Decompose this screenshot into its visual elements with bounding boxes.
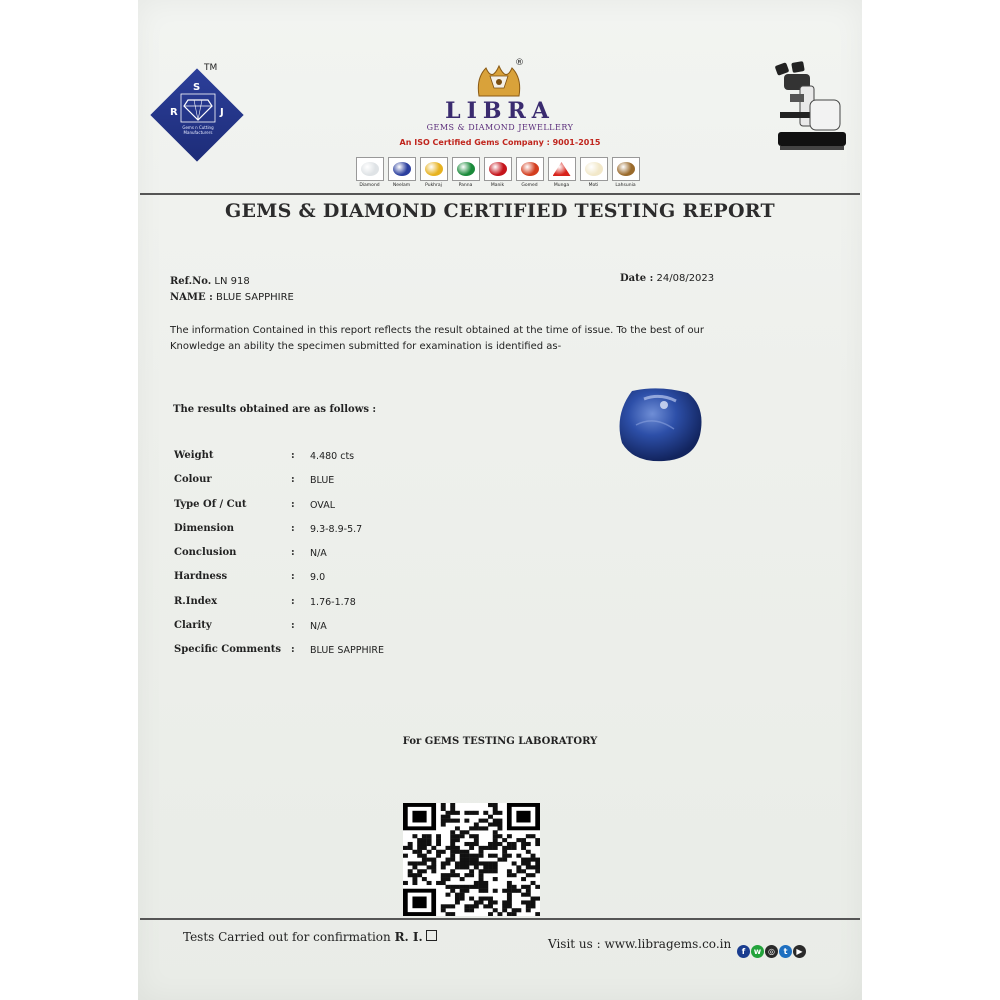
result-colon: : xyxy=(291,522,295,534)
gem-label: Panna xyxy=(458,183,473,188)
result-row xyxy=(174,596,574,620)
result-colon: : xyxy=(291,571,295,583)
name-label: NAME : xyxy=(170,292,213,303)
intro-paragraph xyxy=(170,323,770,355)
srj-tagline: Gems n Cutting Manufacturers xyxy=(182,125,214,135)
gem-item xyxy=(483,157,512,193)
name-value: BLUE SAPPHIRE xyxy=(215,292,294,303)
libra-subtitle: GEMS & DIAMOND JEWELLERY xyxy=(426,123,574,132)
gem-label: Munga xyxy=(553,183,570,188)
result-colon: : xyxy=(291,547,295,559)
qr-code[interactable] xyxy=(403,803,540,916)
result-label: Hardness xyxy=(174,571,228,583)
result-value: 9.3-8.9-5.7 xyxy=(310,523,363,535)
result-value: BLUE xyxy=(310,475,335,487)
microscope-icon xyxy=(770,60,850,160)
srj-letter-j: J xyxy=(220,107,224,118)
gem-label: Manik xyxy=(490,183,505,188)
website-link[interactable]: www.libragems.co.in xyxy=(604,937,732,951)
gem-item xyxy=(515,157,544,193)
result-value: 9.0 xyxy=(310,572,326,584)
trademark-mark: TM xyxy=(204,63,218,73)
intro-line-1: The information Contained in this report reflects the result obtained at the time of issue. To the best of our xyxy=(170,325,705,336)
tests-note xyxy=(183,930,437,944)
gemstone-icon xyxy=(393,162,411,176)
gemstone-icon xyxy=(585,162,603,176)
result-label: Conclusion xyxy=(174,547,237,559)
ref-number xyxy=(170,276,250,287)
tests-code: R. I. xyxy=(394,930,423,944)
result-value: 4.480 cts xyxy=(310,451,355,462)
report-title: GEMS & DIAMOND CERTIFIED TESTING REPORT xyxy=(224,200,775,222)
facebook-icon[interactable]: f xyxy=(737,945,750,958)
registered-mark: ® xyxy=(515,58,524,68)
gem-label: Gomed xyxy=(521,183,538,188)
gemstone-icon xyxy=(553,162,571,176)
gemstone-icon xyxy=(521,162,539,176)
srj-letter-s: S xyxy=(193,82,201,93)
result-row xyxy=(174,547,574,571)
gem-item xyxy=(579,157,608,193)
youtube-icon[interactable]: ▶ xyxy=(793,945,806,958)
gemstone-icon xyxy=(457,162,475,176)
gem-label: Diamond xyxy=(359,183,380,188)
result-value: 1.76-1.78 xyxy=(310,596,356,608)
social-icons xyxy=(737,945,806,958)
lab-signature: For GEMS TESTING LABORATORY xyxy=(402,736,598,747)
result-row xyxy=(174,523,574,547)
result-label: Weight xyxy=(174,450,214,461)
gem-item xyxy=(355,157,384,193)
report-date xyxy=(620,273,714,284)
results-table xyxy=(174,450,574,669)
twitter-icon[interactable]: t xyxy=(779,945,792,958)
specimen-name xyxy=(170,292,294,303)
result-row xyxy=(174,644,574,668)
libra-brand-name: LIBRA xyxy=(445,98,555,124)
checkbox-icon xyxy=(426,930,437,941)
result-colon: : xyxy=(291,644,295,656)
gemstone-icon xyxy=(361,162,379,176)
result-value: OVAL xyxy=(310,499,335,511)
results-heading: The results obtained are as follows : xyxy=(173,404,377,415)
gem-label: Pukhraj xyxy=(425,183,442,188)
tests-text: Tests Carried out for confirmation xyxy=(183,930,391,944)
date-label: Date : xyxy=(620,273,654,284)
result-row xyxy=(174,620,574,644)
visit-label: Visit us : xyxy=(548,937,601,951)
result-row xyxy=(174,474,574,498)
gem-item xyxy=(387,157,416,193)
result-value: N/A xyxy=(310,621,327,633)
gemstone-icon xyxy=(617,162,635,176)
gem-item xyxy=(611,157,640,193)
result-colon: : xyxy=(291,450,295,461)
date-value: 24/08/2023 xyxy=(656,273,715,284)
intro-line-2: Knowledge an ability the specimen submitted for examination is identified as- xyxy=(170,341,562,352)
result-label: Clarity xyxy=(174,620,212,632)
srj-logo xyxy=(152,70,244,162)
website-line xyxy=(548,937,731,951)
result-label: Dimension xyxy=(174,522,235,534)
ref-value: LN 918 xyxy=(214,276,250,287)
result-row xyxy=(174,571,574,595)
gemstone-icon xyxy=(489,162,507,176)
result-label: R.Index xyxy=(174,595,218,607)
result-label: Colour xyxy=(174,474,212,486)
result-colon: : xyxy=(291,498,295,510)
ref-label: Ref.No. xyxy=(170,276,212,287)
gem-label: Neelam xyxy=(392,183,411,188)
result-colon: : xyxy=(291,620,295,632)
result-value: BLUE SAPPHIRE xyxy=(310,645,385,657)
gem-label: Moti xyxy=(588,183,599,188)
result-colon: : xyxy=(291,474,295,486)
result-colon: : xyxy=(291,595,295,607)
instagram-icon[interactable]: ◎ xyxy=(765,945,778,958)
result-label: Type Of / Cut xyxy=(174,498,247,510)
srj-letter-r: R xyxy=(170,107,178,118)
footer-divider xyxy=(140,918,860,920)
header-divider xyxy=(140,193,860,195)
whatsapp-icon[interactable]: w xyxy=(751,945,764,958)
gem-item xyxy=(547,157,576,193)
gemstone-photo xyxy=(614,385,704,465)
result-label: Specific Comments xyxy=(174,644,281,656)
gem-label: Lahsunia xyxy=(615,183,636,188)
gem-icon-row xyxy=(355,157,645,193)
result-row xyxy=(174,499,574,523)
gemstone-icon xyxy=(425,162,443,176)
gem-item xyxy=(419,157,448,193)
result-value: N/A xyxy=(310,548,327,560)
result-row xyxy=(174,450,574,474)
iso-certification: An ISO Certified Gems Company : 9001-2015 xyxy=(399,138,601,147)
gem-item xyxy=(451,157,480,193)
